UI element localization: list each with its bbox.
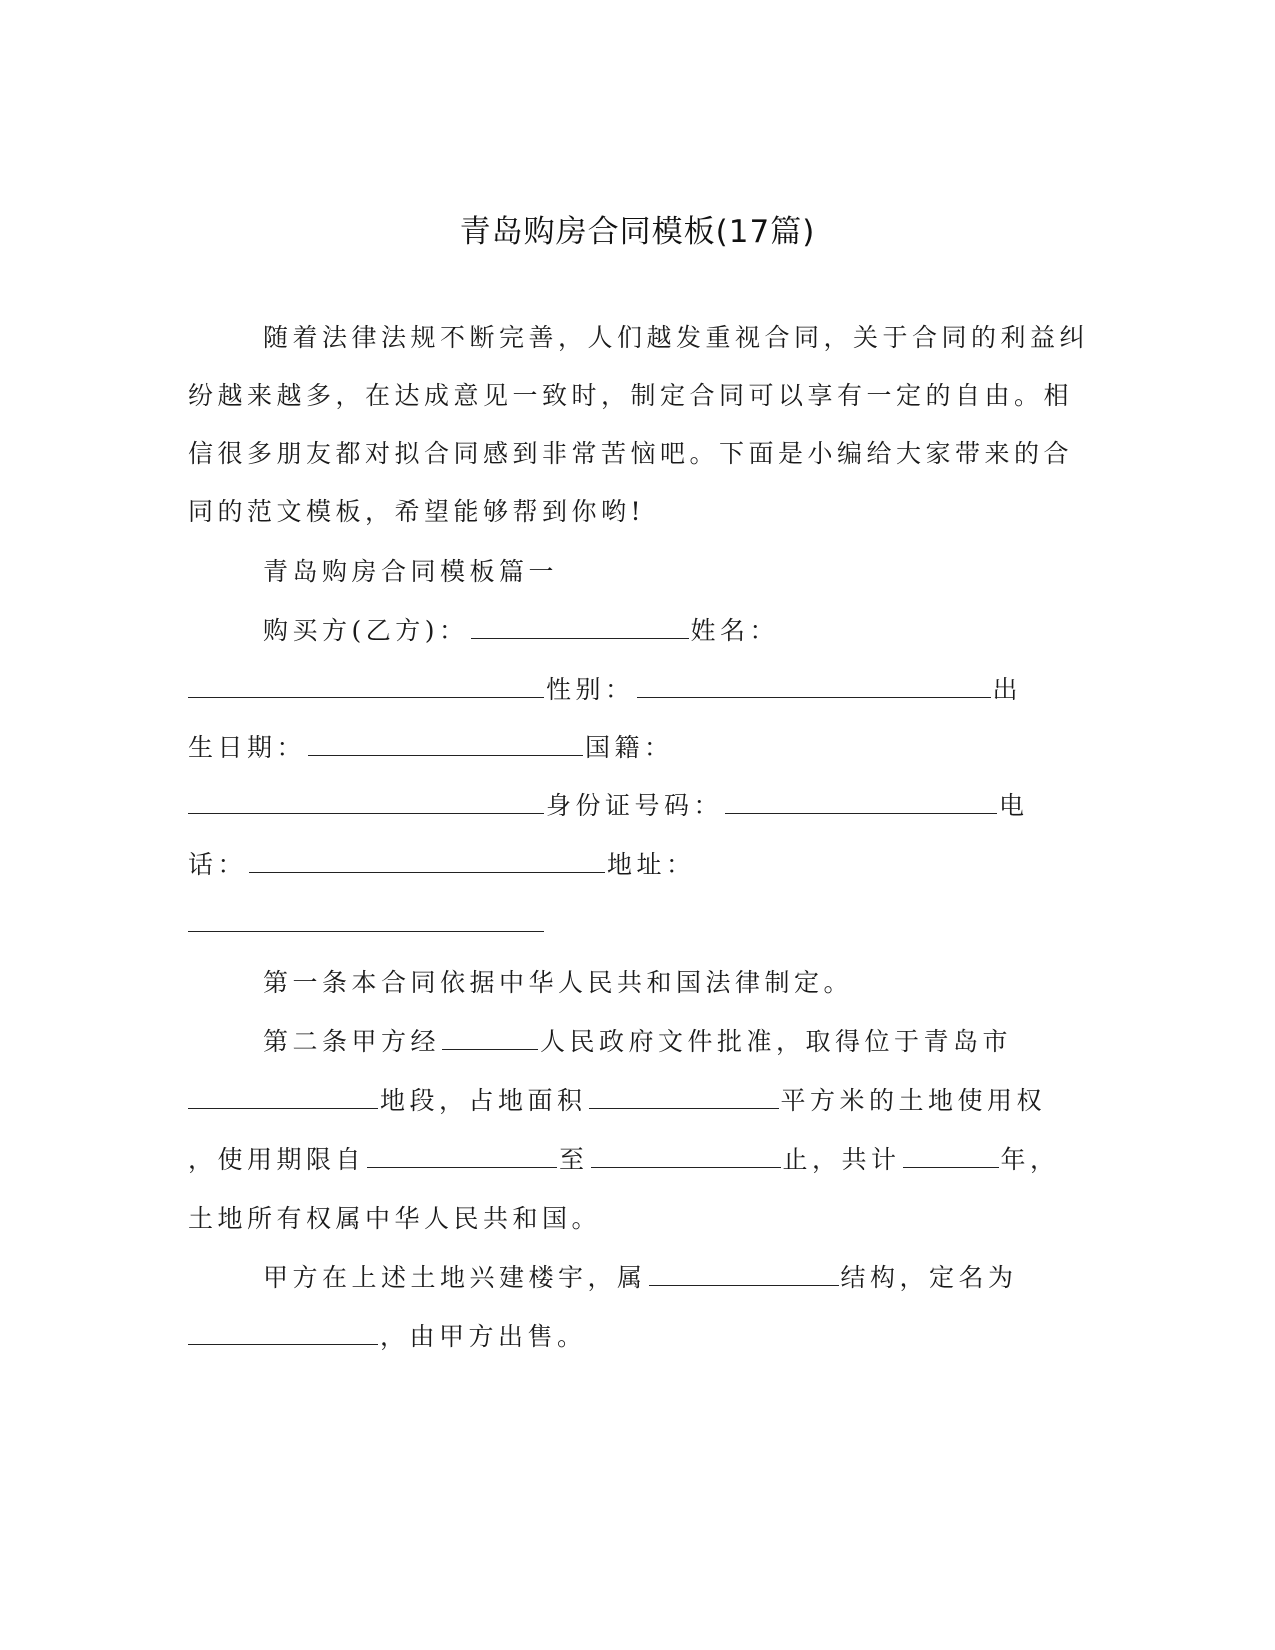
structure-blank[interactable] bbox=[649, 1259, 839, 1286]
intro-line-3: 信很多朋友都对拟合同感到非常苦恼吧。下面是小编给大家带来的合 bbox=[188, 439, 1074, 468]
article-3-text-1: 甲方在上述土地兴建楼宇，属 bbox=[263, 1263, 647, 1292]
buyer-line-2 bbox=[188, 670, 1068, 710]
intro-line-2: 纷越来越多，在达成意见一致时，制定合同可以享有一定的自由。相 bbox=[188, 381, 1074, 410]
section-heading: 青岛购房合同模板篇一 bbox=[263, 557, 559, 586]
nationality-label: 国籍： bbox=[585, 733, 674, 762]
article-2-line-4: 土地所有权属中华人民共和国。 bbox=[188, 1204, 602, 1233]
article-3-text-3: ，由甲方出售。 bbox=[380, 1322, 587, 1351]
plot-blank[interactable] bbox=[188, 1082, 378, 1109]
birth-label-end: 生日期： bbox=[188, 733, 307, 762]
start-date-blank[interactable] bbox=[367, 1141, 557, 1168]
buyer-line-1 bbox=[263, 611, 1143, 651]
article-2-text-2: 人民政府文件批准，取得位于青岛市 bbox=[540, 1027, 1013, 1056]
address-label: 地址： bbox=[607, 850, 696, 879]
name-blank[interactable] bbox=[188, 671, 544, 698]
article-3-text-2: 结构，定名为 bbox=[840, 1263, 1018, 1292]
article-1: 第一条本合同依据中华人民共和国法律制定。 bbox=[263, 968, 854, 997]
buyer-line-6 bbox=[188, 904, 1068, 944]
intro-line-1: 随着法律法规不断完善，人们越发重视合同，关于合同的利益纠 bbox=[263, 323, 1090, 352]
government-blank[interactable] bbox=[442, 1023, 538, 1050]
id-blank[interactable] bbox=[725, 787, 997, 814]
article-3-line-2 bbox=[188, 1317, 1068, 1357]
article-2-line-3 bbox=[188, 1140, 1068, 1180]
address-blank[interactable] bbox=[188, 905, 544, 932]
article-2-text-8: 年， bbox=[1000, 1145, 1060, 1174]
article-3-line-1 bbox=[263, 1258, 1143, 1298]
gender-label: 性别： bbox=[546, 675, 635, 704]
buyer-line-3 bbox=[188, 728, 1068, 768]
birth-blank[interactable] bbox=[308, 729, 583, 756]
article-2-text-6: 至 bbox=[559, 1145, 589, 1174]
document-title: 青岛购房合同模板(17篇) bbox=[459, 214, 816, 250]
article-2-line-1 bbox=[263, 1022, 1143, 1062]
article-2-text-3: 地段，占地面积 bbox=[380, 1086, 587, 1115]
article-2-text-7: 止，共计 bbox=[782, 1145, 901, 1174]
phone-blank[interactable] bbox=[249, 846, 605, 873]
buyer-line-4 bbox=[188, 786, 1068, 826]
end-date-blank[interactable] bbox=[591, 1141, 781, 1168]
building-name-blank[interactable] bbox=[188, 1318, 378, 1345]
name-label: 姓名： bbox=[690, 616, 780, 645]
buyer-label: 购买方(乙方)： bbox=[263, 616, 469, 645]
article-2-line-2 bbox=[188, 1081, 1068, 1121]
buyer-line-5 bbox=[188, 845, 1068, 885]
intro-line-4: 同的范文模板，希望能够帮到你哟! bbox=[188, 497, 646, 526]
gender-blank[interactable] bbox=[637, 671, 991, 698]
article-2-text-1: 第二条甲方经 bbox=[263, 1027, 441, 1056]
article-2-text-4: 平方米的土地使用权 bbox=[780, 1086, 1047, 1115]
article-2-text-5: ，使用期限自 bbox=[188, 1145, 366, 1174]
nationality-blank[interactable] bbox=[188, 787, 544, 814]
area-blank[interactable] bbox=[589, 1082, 779, 1109]
phone-label-start: 电 bbox=[999, 791, 1029, 820]
phone-label-end: 话： bbox=[188, 850, 248, 879]
buyer-blank[interactable] bbox=[471, 612, 689, 639]
years-blank[interactable] bbox=[903, 1141, 999, 1168]
birth-label-start: 出 bbox=[992, 675, 1023, 704]
id-label: 身份证号码： bbox=[546, 791, 724, 820]
